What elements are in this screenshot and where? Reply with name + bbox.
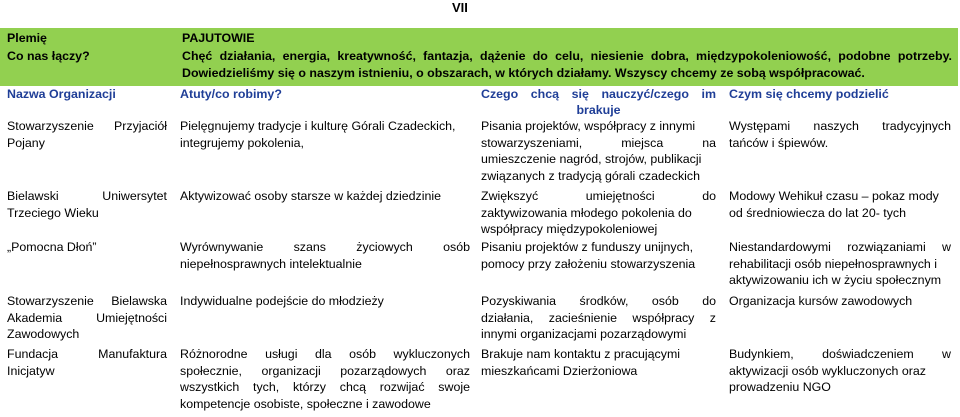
plemie-value: PAJUTOWIE xyxy=(182,31,255,45)
co-nas-laczy-line2: Dowiedzieliśmy się o naszym istnieniu, o obszarach, w których działamy. Wszyscy chcemy ze sobą współpracować. xyxy=(182,66,865,80)
org-name: Fundacja Manufaktura Inicjatyw xyxy=(7,347,167,378)
header-col-dzielic: Czym się chcemy podzielić xyxy=(729,87,889,101)
org-atuty: Różnorodne usługi dla osób wykluczonych społecznie, organizacji pozarządowych oraz wszystkich tych, którzy chcą rozwijać swoje kompetencje osobiste, społeczne i zawodowe xyxy=(180,347,470,411)
org-brakuje: Pozyskiwania środków, osób do działania, zacieśnienie współpracy z innymi organizacjami pozarządowymi xyxy=(481,294,716,341)
co-nas-laczy-label: Co nas łączy? xyxy=(7,49,90,63)
top-section xyxy=(0,28,958,86)
org-dzielic: Niestandardowymi rozwiązaniami w rehabilitacji osób niepełnosprawnych i aktywizowaniu ich w życiu społecznym xyxy=(729,240,951,287)
org-dzielic: Występami naszych tradycyjnych tańców i śpiewów. xyxy=(729,119,951,150)
org-atuty: Pielęgnujemy tradycje i kulturę Górali Czadeckich, integrujemy pokolenia, xyxy=(180,119,456,150)
header-col-brakuje-2: brakuje xyxy=(576,103,621,117)
org-brakuje: Pisania projektów, współpracy z innymi stowarzyszeniami, miejsca na umieszczenie nagród, strojów, publikacji związanych z tradycją górali czadeckich xyxy=(481,119,716,183)
org-name: Bielawski Uniwersytet Trzeciego Wieku xyxy=(7,189,167,220)
co-nas-laczy-line1: Chęć działania, energia, kreatywność, fantazja, dążenie do celu, niesienie dobra, międzypokoleniowość, podobne potrzeby. xyxy=(182,49,952,63)
org-dzielic: Organizacja kursów zawodowych xyxy=(729,294,913,308)
page-number: VII xyxy=(452,0,468,15)
org-dzielic: Modowy Wehikuł czasu – pokaz mody od średniowiecza do lat 20- tych xyxy=(729,189,939,220)
org-atuty: Wyrównywanie szans życiowych osób niepełnosprawnych intelektualnie xyxy=(180,240,470,271)
org-brakuje: Zwiększyć umiejętności do zaktywizowania młodego pokolenia do współpracy międzypokoleniowej xyxy=(481,189,716,236)
header-col-atuty: Atuty/co robimy? xyxy=(180,87,282,101)
org-atuty: Aktywizować osoby starsze w każdej dziedzinie xyxy=(180,189,442,203)
plemie-label: Plemię xyxy=(7,31,47,45)
org-brakuje: Brakuje nam kontaktu z pracującymi mieszkańcami Dzierżoniowa xyxy=(481,347,681,378)
header-col-name: Nazwa Organizacji xyxy=(7,87,116,101)
org-dzielic: Budynkiem, doświadczeniem w aktywizacji osób wykluczonych oraz prowadzeniu NGO xyxy=(729,347,951,394)
table-header xyxy=(0,86,958,118)
org-name: Stowarzyszenie Przyjaciół Pojany xyxy=(7,119,167,150)
org-brakuje: Pisaniu projektów z funduszy unijnych, pomocy przy założeniu stowarzyszenia xyxy=(481,240,696,271)
org-atuty: Indywidualne podejście do młodzieży xyxy=(180,294,384,308)
org-name: „Pomocna Dłoń” xyxy=(7,240,97,254)
org-name: Stowarzyszenie Bielawska Akademia Umiejętności Zawodowych xyxy=(7,294,167,341)
header-col-brakuje-1: Czego chcą się nauczyć/czego im xyxy=(481,87,716,101)
